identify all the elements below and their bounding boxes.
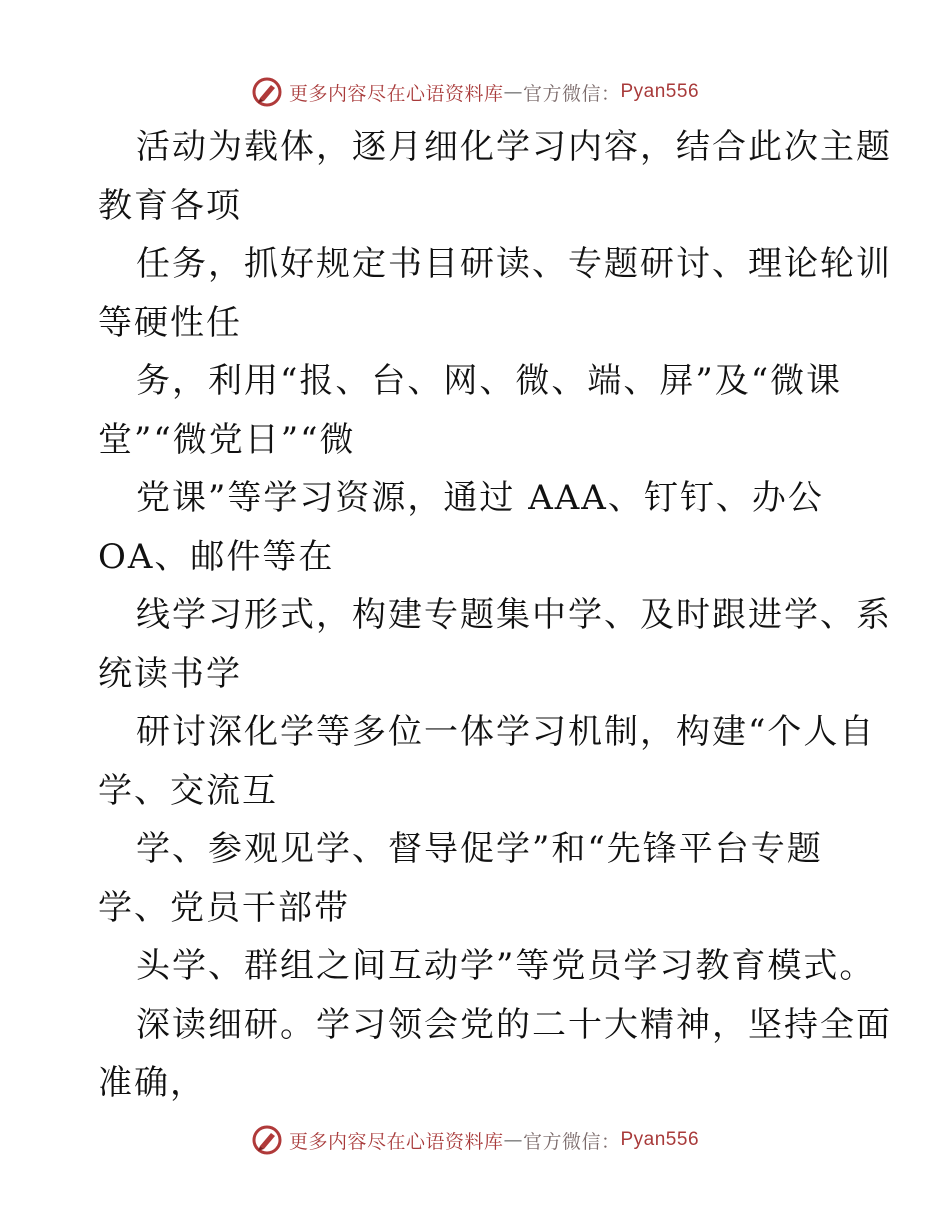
text-line: 务，利用“报、台、网、微、端、屏”及“微课 xyxy=(136,361,843,401)
text-line: 党课”等学习资源，通过 AAA、钉钉、办公 xyxy=(136,478,824,518)
text-line: OA、邮件等在 xyxy=(98,536,335,577)
text-line: 堂”“微党日”“微 xyxy=(98,419,356,460)
watermark-header xyxy=(0,72,950,112)
text-line: 等硬性任 xyxy=(98,302,242,343)
text-line: 准确， xyxy=(98,1063,206,1103)
watermark-site-text: 更多内容尽在心语资料库 xyxy=(288,1130,504,1153)
text-line: 研讨深化学等多位一体学习机制，构建“个人自 xyxy=(136,712,876,752)
document-body xyxy=(98,118,892,1113)
text-line: 任务，抓好规定书目研读、专题研讨、理论轮训 xyxy=(136,244,892,284)
watermark-wechat-label: 官方微信： xyxy=(522,1130,621,1153)
text-line: 深读细研。学习领会党的二十大精神，坚持全面 xyxy=(136,1004,892,1045)
pen-seal-logo-icon xyxy=(251,76,283,108)
text-line: 教育各项 xyxy=(98,185,242,226)
text-line: 学、交流互 xyxy=(98,770,278,811)
text-line: 头学、群组之间互动学”等党员学习教育模式。 xyxy=(136,946,876,986)
pen-seal-logo-icon xyxy=(251,1124,283,1156)
watermark-separator: — xyxy=(503,81,523,103)
text-line: 学、参观见学、督导促学”和“先锋平台专题 xyxy=(136,829,823,869)
watermark-separator: — xyxy=(503,1129,523,1151)
watermark-wechat-label: 官方微信： xyxy=(522,82,621,105)
text-line: 线学习形式，构建专题集中学、及时跟进学、系 xyxy=(136,595,892,635)
text-line: 学、党员干部带 xyxy=(98,887,350,928)
watermark-site-text: 更多内容尽在心语资料库 xyxy=(288,82,504,105)
watermark-footer xyxy=(0,1120,950,1160)
text-line: 统读书学 xyxy=(98,653,242,694)
text-line: 活动为载体，逐月细化学习内容，结合此次主题 xyxy=(136,127,892,167)
watermark-wechat-handle: Pyan556 xyxy=(620,81,700,102)
watermark-wechat-handle: Pyan556 xyxy=(620,1129,700,1150)
